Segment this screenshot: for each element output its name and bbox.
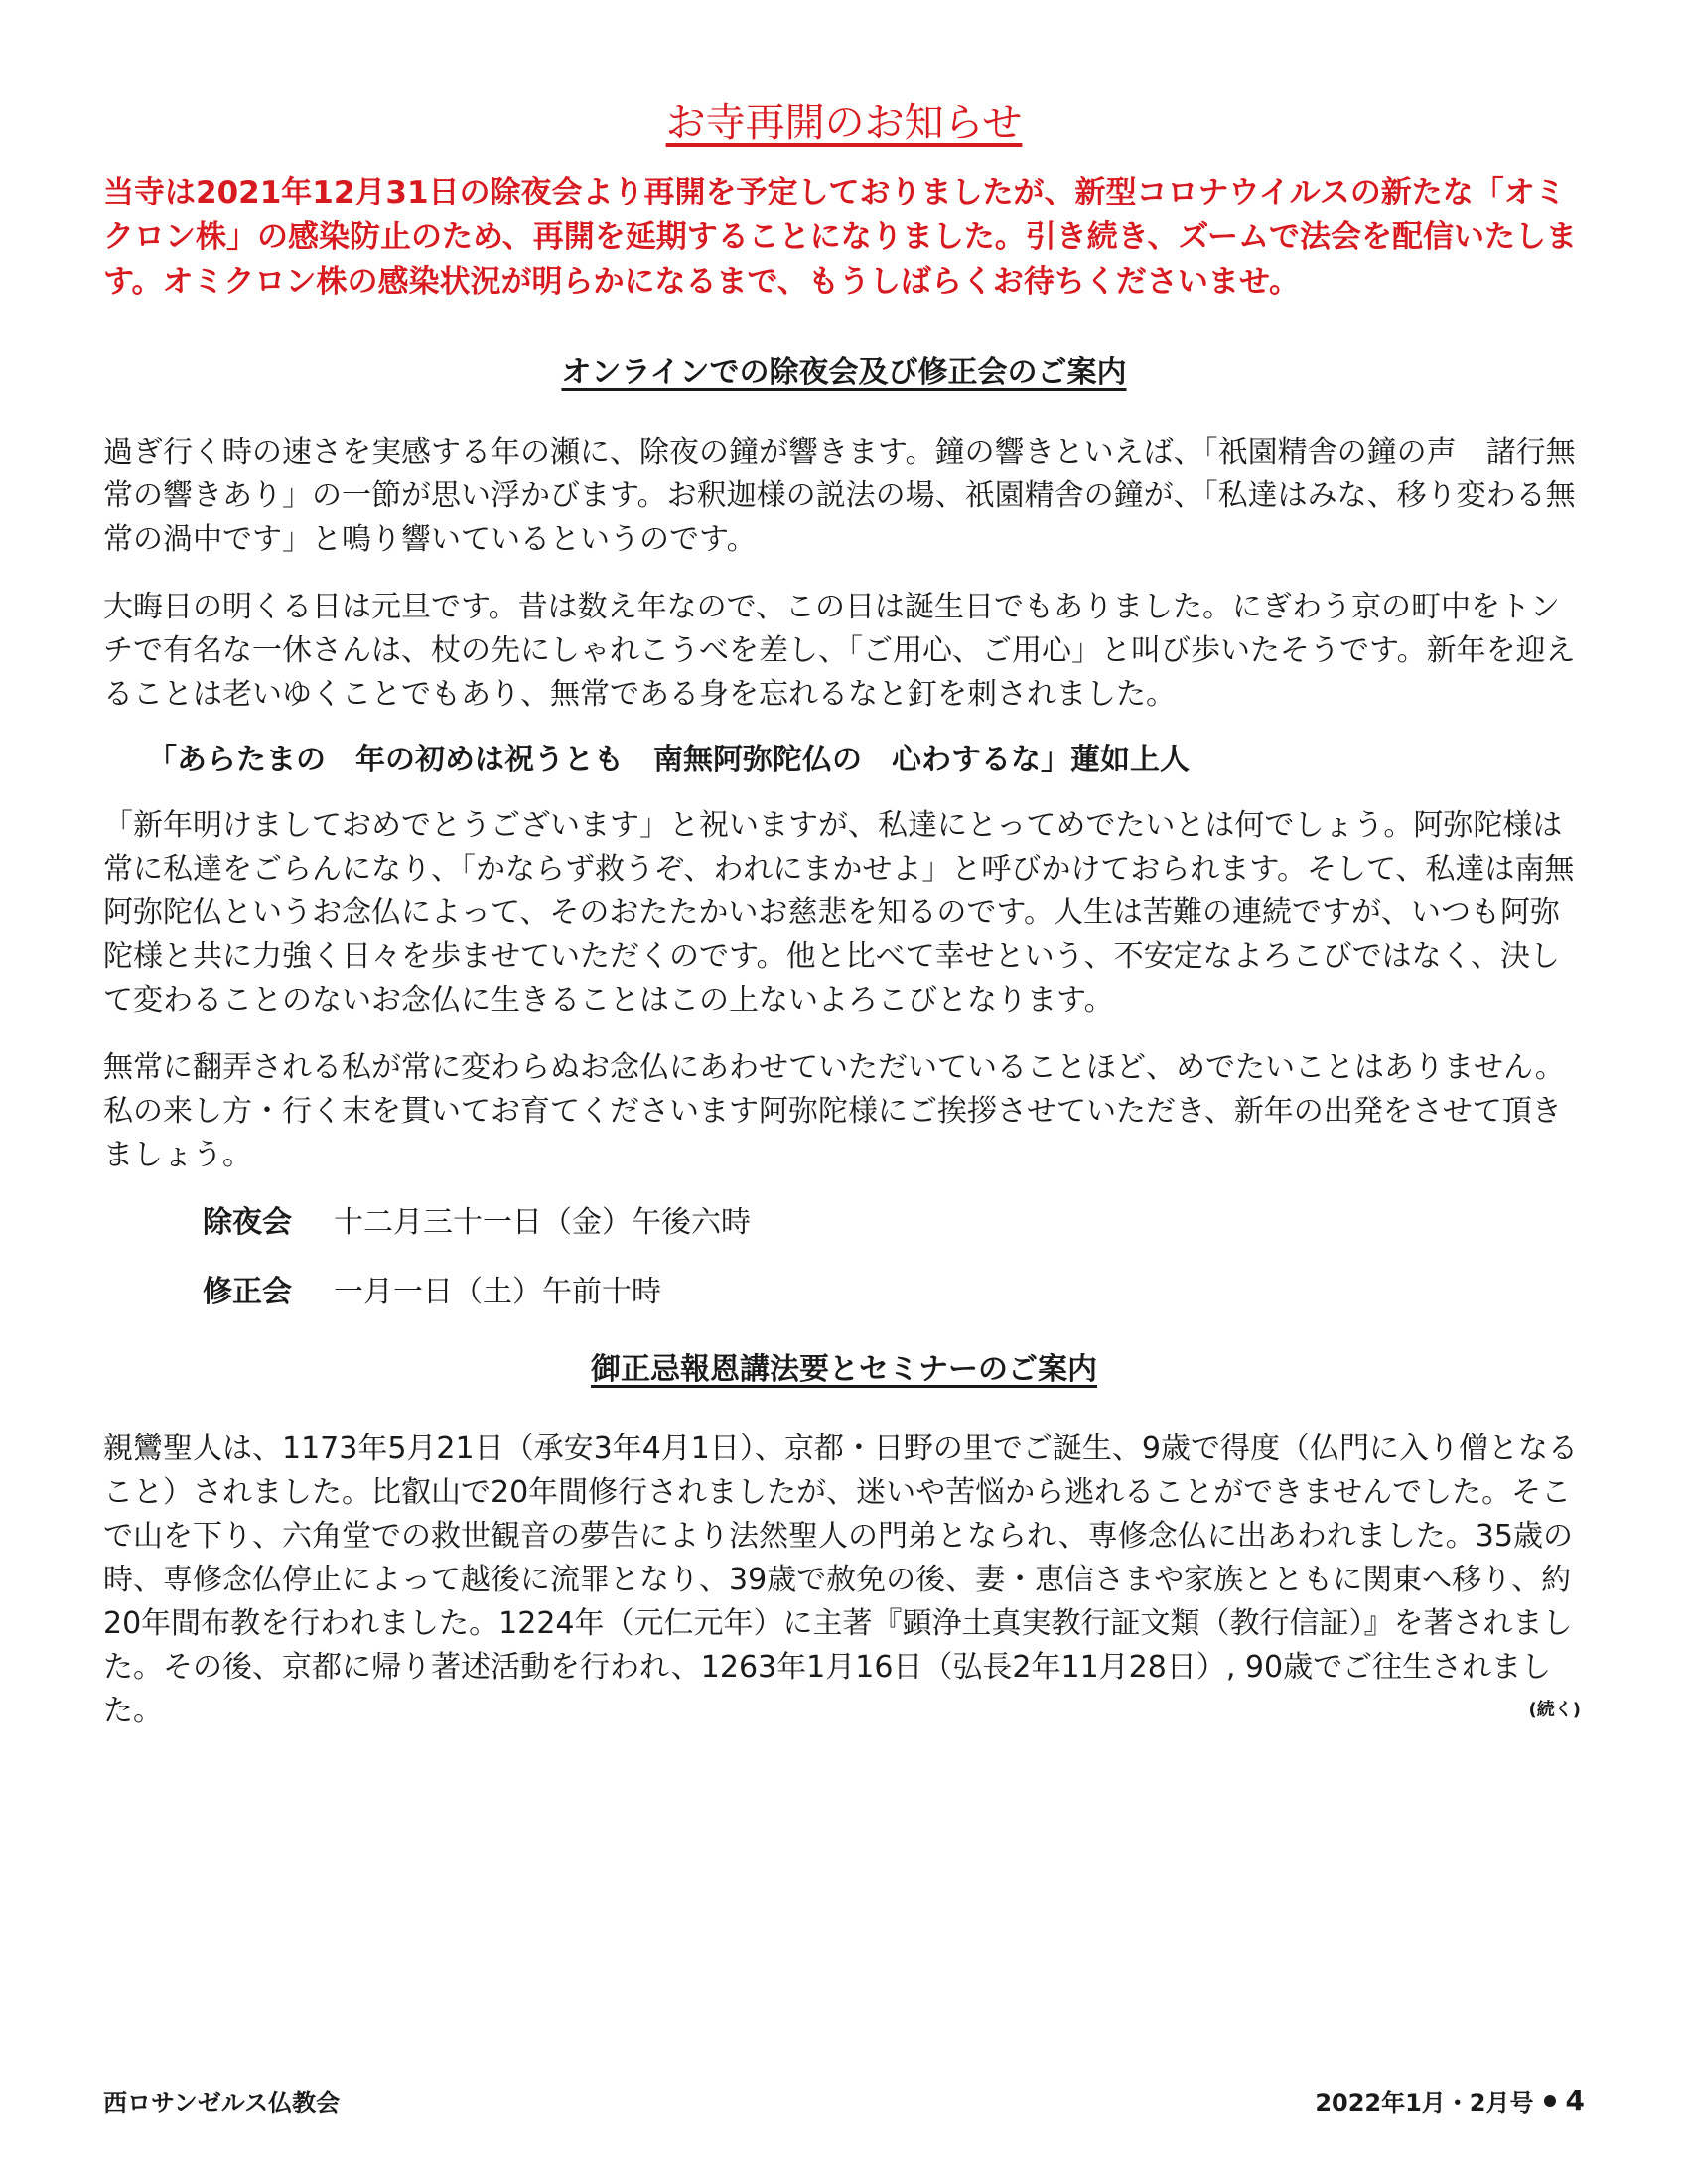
- section-title-new-year-services: オンラインでの除夜会及び修正会のご案内: [561, 355, 1127, 390]
- paragraph: 親鸞聖人は、1173年5月21日（承安3年4月1日）、京都・日野の里でご誕生、9歳で得度（仏門に入り僧となること）されました。比叡山で20年間修行されましたが、迷いや苦悩から逃れることができませんでした。そこで山を下り、六角堂での救世観音の夢告により法然聖人の門弟となられ、専修念仏に出あわれました。35歳の時、専修念仏停止によって越後に流罪となり、39歳で赦免の後、妻・恵信さまや家族とともに関東へ移り、約20年間布教を行われました。1224年（元仁元年）に主著『顕浄土真実教行証文類（教行信証）』を著されました。その後、京都に帰り著述活動を行われ、1263年1月16日（弘長2年11月28日）, 90歳でご往生されました。: [103, 1432, 1578, 1728]
- schedule-row: [103, 1271, 1585, 1314]
- service-schedule: [103, 1201, 1585, 1314]
- footer-issue-info: [1315, 2083, 1585, 2117]
- section-title-hoonko-seminar: 御正忌報恩講法要とセミナーのご案内: [591, 1352, 1097, 1387]
- paragraph: 大晦日の明くる日は元旦です。昔は数え年なので、この日は誕生日でもありました。にぎわう京の町中をトンチで有名な一休さんは、杖の先にしゃれこうべを差し、「ご用心、ご用心」と叫び歩いたそうです。新年を迎えることは老いゆくことでもあり、無常である身を忘れるなと釘を刺されました。: [103, 590, 1576, 712]
- rennyo-quote: 「あらたまの 年の初めは祝うとも 南無阿弥陀仏の 心わするな」蓮如上人: [147, 743, 1190, 777]
- paragraph: 「新年明けましておめでとうございます」と祝いますが、私達にとってめでたいとは何でしょう。阿弥陀様は常に私達をごらんになり、「かならず救うぞ、われにまかせよ」と呼びかけておられます。そして、私達は南無阿弥陀仏というお念仏によって、そのおたたかいお慈悲を知るのです。人生は苦難の連続ですが、いつも阿弥陀様と共に力強く日々を歩ませていただくのです。他と比べて幸せという、不安定なよろこびではなく、決して変わることのないお念仏に生きることはこの上ないよろこびとなります。: [103, 808, 1575, 1018]
- continued-note: (続く): [1528, 1700, 1581, 1720]
- schedule-event: 修正会: [203, 1275, 292, 1309]
- schedule-row: [103, 1201, 1585, 1245]
- paragraph: 過ぎ行く時の速さを実感する年の瀬に、除夜の鐘が響きます。鐘の響きといえば、「祇園精舎の鐘の声 諸行無常の響きあり」の一節が思い浮かびます。お釈迦様の説法の場、祇園精舎の鐘が、「私達はみな、移り変わる無常の渦中です」と鳴り響いているというのです。: [103, 435, 1576, 557]
- page-number: 4: [1565, 2084, 1585, 2116]
- schedule-event: 除夜会: [203, 1205, 292, 1240]
- bullet-icon: [1544, 2095, 1556, 2107]
- page-content: [103, 95, 1585, 1757]
- schedule-time: 一月一日（土）午前十時: [334, 1275, 661, 1309]
- notice-text: 当寺は2021年12月31日の除夜会より再開を予定しておりましたが、新型コロナウイルスの新たな「オミクロン株」の感染防止のため、再開を延期することになりました。引き続き、ズームで法会を配信いたします。オミクロン株の感染状況が明らかになるまで、もうしばらくお待ちくださいませ。: [103, 175, 1577, 300]
- footer-issue: 2022年1月・2月号: [1315, 2089, 1534, 2116]
- footer-organization: 西ロサンゼルス仏教会: [103, 2089, 341, 2116]
- shinran-biography: [103, 1428, 1585, 1733]
- notice-title: お寺再開のお知らせ: [665, 100, 1023, 146]
- paragraph: 無常に翻弄される私が常に変わらぬお念仏にあわせていただいていることほど、めでたいことはありません。私の来し方・行く末を貫いてお育てくださいます阿弥陀様にご挨拶させていただき、新年の出発をさせて頂きましょう。: [103, 1050, 1565, 1172]
- page-footer: [103, 2083, 1585, 2117]
- schedule-time: 十二月三十一日（金）午後六時: [334, 1205, 751, 1240]
